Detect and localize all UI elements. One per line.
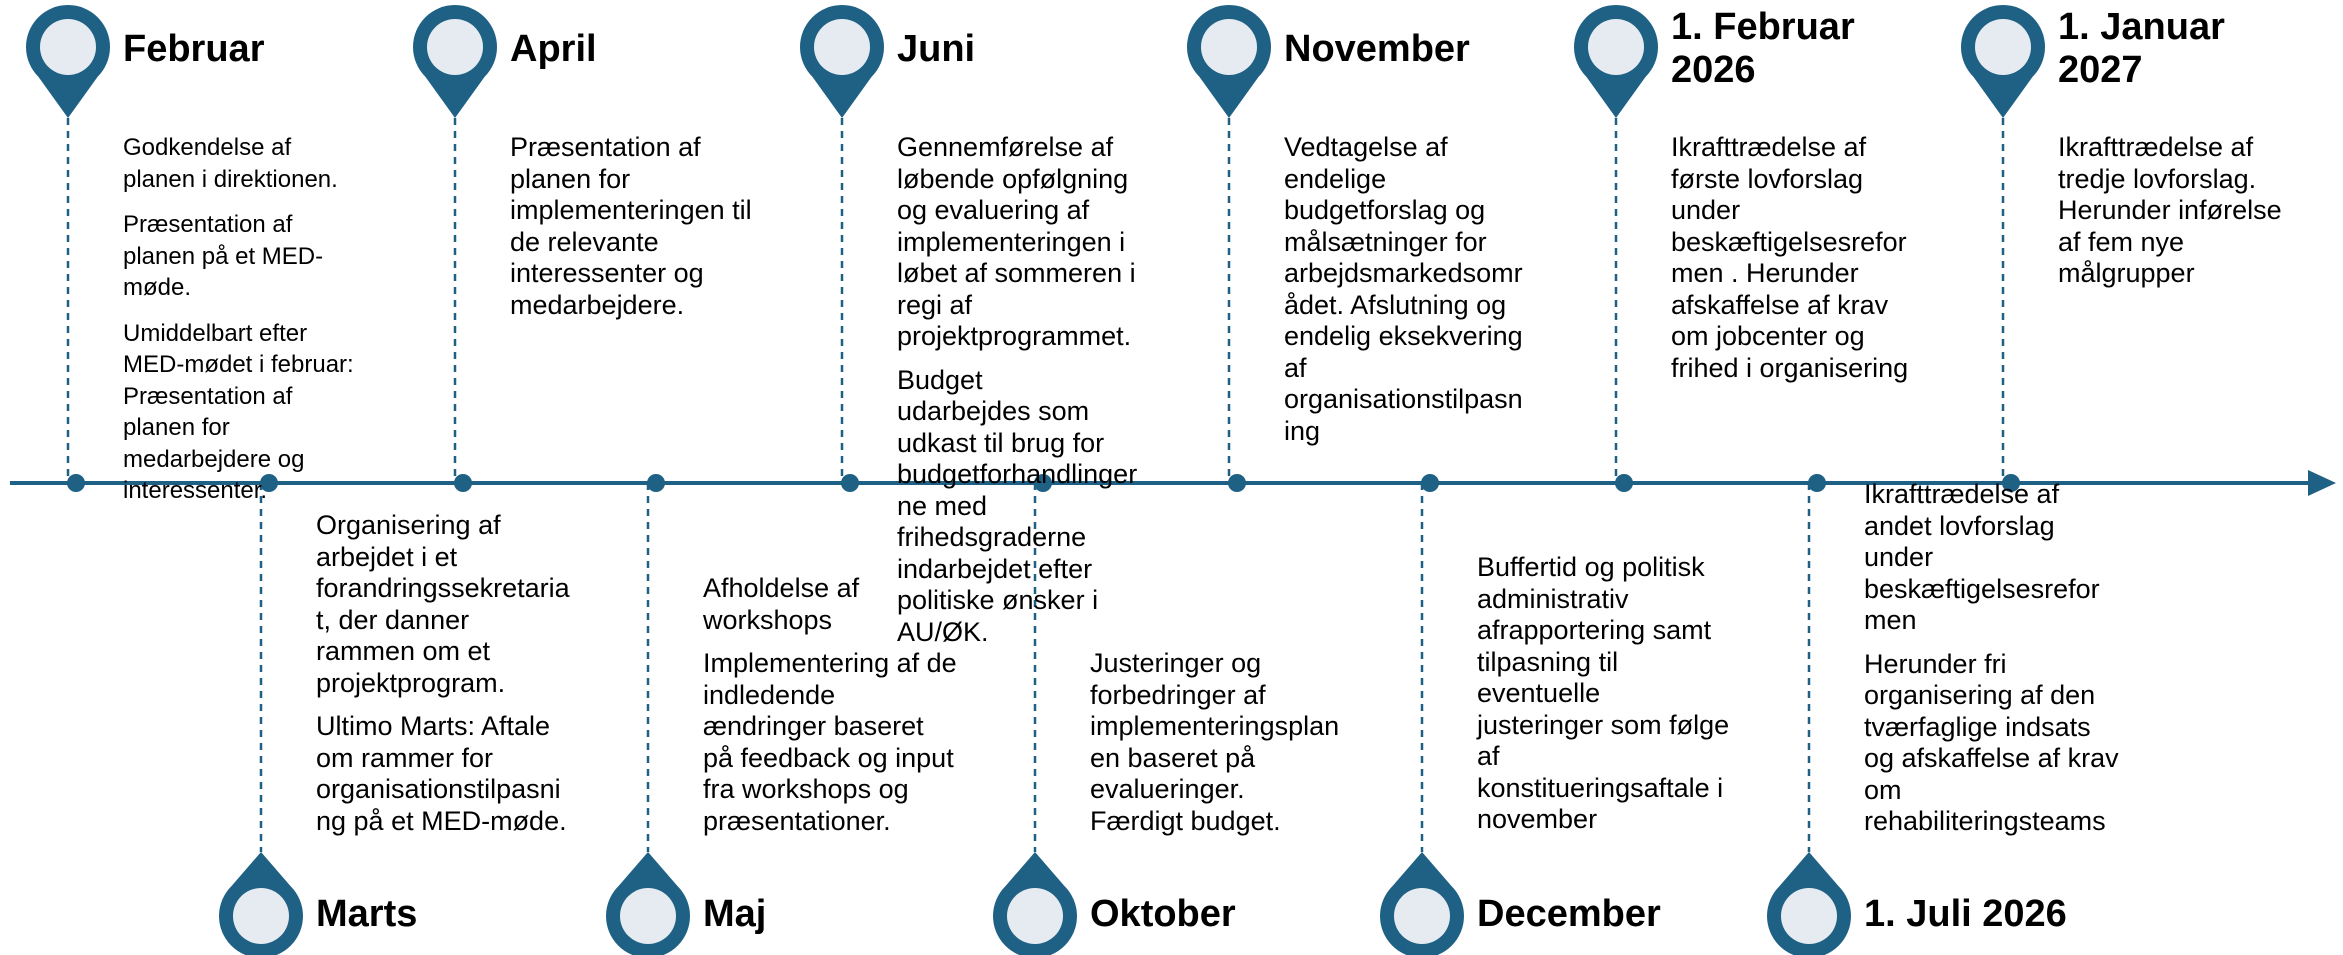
milestone-april-title: April: [510, 28, 597, 70]
milestone-marts-paragraph: Ultimo Marts: Aftale om rammer for organisationstilpasni ng på et MED-møde.: [316, 711, 567, 836]
milestone-november-axis-dot: [1228, 474, 1246, 492]
milestone-februar-paragraph: Godkendelse af planen i direktionen.: [123, 134, 338, 193]
milestone-1-februar-2026-paragraph: Ikrafttrædelse af første lovforslag under beskæftigelsesrefor men . Herunder afskaffelse af krav om jobcenter og frihed i organisering: [1671, 132, 1909, 383]
milestone-oktober-title: Oktober: [1090, 893, 1236, 935]
milestone-oktober-description: [1090, 648, 1380, 849]
milestone-1-juli-2026-title: 1. Juli 2026: [1864, 893, 2067, 935]
milestone-april-pin-center: [427, 19, 483, 75]
milestone-1-februar-2026-title: 1. Februar 2026: [1671, 6, 1855, 91]
milestone-december-title: December: [1477, 893, 1661, 935]
milestone-maj-pin-center: [620, 888, 676, 944]
milestone-april-paragraph: Præsentation af planen for implementeringen til de relevante interessenter og medarbejdere.: [510, 132, 752, 320]
milestone-1-januar-2027-title: 1. Januar 2027: [2058, 6, 2225, 91]
milestone-april-description: [510, 132, 800, 333]
milestone-juni-paragraph: Gennemførelse af løbende opfølgning og evaluering af implementeringen i løbet af sommeren i regi af projektprogrammet.: [897, 132, 1136, 351]
milestone-oktober-paragraph: Justeringer og forbedringer af implementeringsplan en baseret på evalueringer. Færdigt budget.: [1090, 648, 1340, 836]
milestone-marts-paragraph: Organisering af arbejdet i et forandringssekretaria t, der danner rammen om et projektprogram.: [316, 510, 570, 698]
milestone-november-title: November: [1284, 28, 1470, 70]
milestone-1-januar-2027-pin-center: [1975, 19, 2031, 75]
milestone-februar-pin-center: [40, 19, 96, 75]
milestone-april-axis-dot: [454, 474, 472, 492]
milestone-juni-title: Juni: [897, 28, 976, 70]
milestone-1-februar-2026-description: [1671, 132, 1961, 396]
milestone-1-februar-2026-axis-dot: [1615, 474, 1633, 492]
milestone-februar-axis-dot: [67, 474, 85, 492]
milestone-maj-paragraph: Implementering af de indledende ændringer baseret på feedback og input fra workshops og præsentationer.: [703, 648, 957, 836]
milestone-november-description: [1284, 132, 1574, 459]
milestone-maj-title: Maj: [703, 893, 767, 935]
milestone-marts-description: [316, 510, 606, 849]
milestone-december-description: [1477, 552, 1767, 848]
milestone-juni-paragraph: Budget udarbejdes som udkast til brug for budgetforhandlinger ne med frihedsgraderne indarbejdet efter politiske ønsker i AU/ØK.: [897, 364, 1138, 647]
milestone-1-juli-2026-pin-center: [1781, 888, 1837, 944]
milestone-marts-title: Marts: [316, 893, 418, 935]
milestone-1-juli-2026-axis-dot: [1808, 474, 1826, 492]
milestone-maj-paragraph: Afholdelse af workshops: [703, 573, 860, 635]
milestone-februar-description: [123, 132, 413, 521]
milestone-november-pin-center: [1201, 19, 1257, 75]
milestone-februar-paragraph: Umiddelbart efter MED-mødet i februar: Præsentation af planen for medarbejdere og interessenter.: [123, 319, 354, 504]
milestone-december-pin-center: [1394, 888, 1450, 944]
milestone-december-axis-dot: [1421, 474, 1439, 492]
timeline-arrow-head: [2308, 470, 2336, 496]
milestone-oktober-pin-center: [1007, 888, 1063, 944]
milestone-juni-axis-dot: [841, 474, 859, 492]
milestone-1-januar-2027-description: [2058, 132, 2343, 302]
milestone-februar-title: Februar: [123, 28, 265, 70]
milestone-1-juli-2026-paragraph: Herunder fri organisering af den tværfaglige indsats og afskaffelse af krav om rehabiliteringsteams: [1864, 648, 2119, 836]
milestone-1-februar-2026-pin-center: [1588, 19, 1644, 75]
milestone-maj-axis-dot: [647, 474, 665, 492]
milestone-juni-description: [897, 132, 1187, 660]
milestone-juni-pin-center: [814, 19, 870, 75]
milestone-1-juli-2026-description: [1864, 479, 2154, 850]
milestone-1-juli-2026-paragraph: Ikrafttrædelse af andet lovforslag under beskæftigelsesrefor men: [1864, 479, 2100, 635]
milestone-1-januar-2027-paragraph: Ikrafttrædelse af tredje lovforslag. Herunder inførelse af fem nye målgrupper: [2058, 132, 2282, 288]
milestone-november-paragraph: Vedtagelse af endelige budgetforslag og målsætninger for arbejdsmarkedsomr ådet. Afslutning og endelig eksekvering af organisationstilpasn ing: [1284, 132, 1523, 446]
milestone-december-paragraph: Buffertid og politisk administrativ afrapportering samt tilpasning til eventuelle justeringer som følge af konstitueringsaftale i november: [1477, 552, 1730, 834]
milestone-marts-pin-center: [233, 888, 289, 944]
milestone-februar-paragraph: Præsentation af planen på et MED- møde.: [123, 211, 324, 301]
